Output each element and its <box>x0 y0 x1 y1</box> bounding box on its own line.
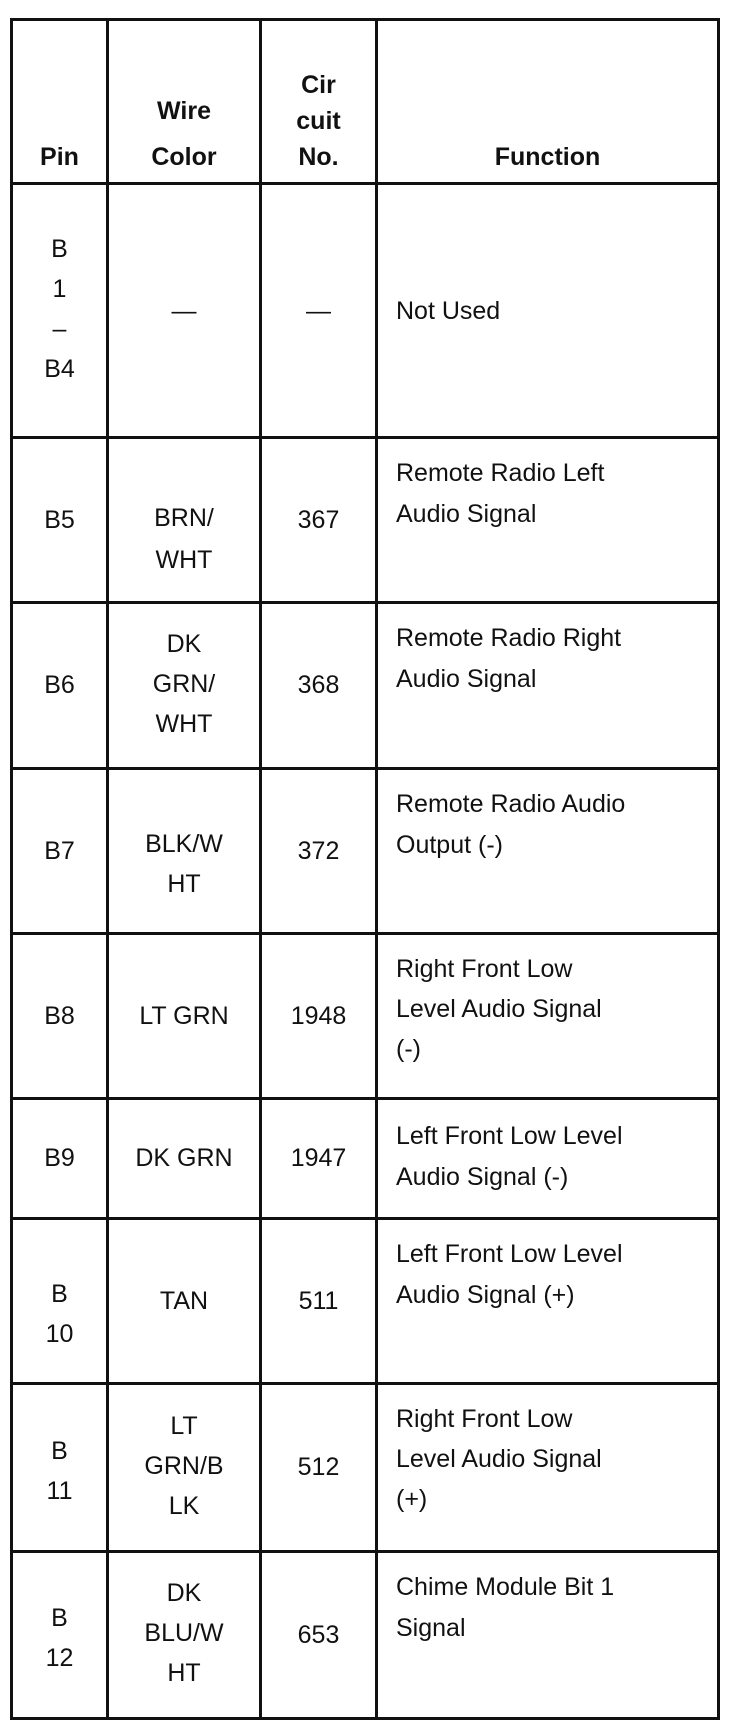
circuit-no-cell: 511 <box>261 1219 377 1384</box>
function-cell: Left Front Low Level Audio Signal (-) <box>377 1098 719 1218</box>
pin-cell: B 1 – B4 <box>12 184 108 438</box>
circuit-no-cell: — <box>261 184 377 438</box>
pin-cell: B 12 <box>12 1551 108 1718</box>
pin-cell: B6 <box>12 603 108 768</box>
header-row <box>12 20 719 184</box>
table-row <box>12 1551 719 1718</box>
wire-color-cell: LT GRN <box>108 933 261 1098</box>
pin-cell: B7 <box>12 768 108 933</box>
circuit-no-cell: 653 <box>261 1551 377 1718</box>
wire-color-cell: LT GRN/B LK <box>108 1384 261 1551</box>
pin-cell: B 11 <box>12 1384 108 1551</box>
circuit-no-cell: 1947 <box>261 1098 377 1218</box>
function-cell: Left Front Low Level Audio Signal (+) <box>377 1219 719 1384</box>
wire-color-cell: TAN <box>108 1219 261 1384</box>
circuit-no-cell: 512 <box>261 1384 377 1551</box>
function-cell: Remote Radio Right Audio Signal <box>377 603 719 768</box>
wire-color-cell: DK BLU/W HT <box>108 1551 261 1718</box>
function-cell: Not Used <box>377 184 719 438</box>
function-cell: Remote Radio Audio Output (-) <box>377 768 719 933</box>
function-cell: Right Front Low Level Audio Signal (+) <box>377 1384 719 1551</box>
pin-cell: B8 <box>12 933 108 1098</box>
wire-color-cell: — <box>108 184 261 438</box>
header-wire-color: Wire Color <box>108 20 261 184</box>
wire-color-cell: BLK/W HT <box>108 768 261 933</box>
table-row <box>12 1219 719 1384</box>
connector-pinout-table <box>10 18 720 1720</box>
header-circuit-no: Cir cuit No. <box>261 20 377 184</box>
circuit-no-cell: 372 <box>261 768 377 933</box>
function-cell: Chime Module Bit 1 Signal <box>377 1551 719 1718</box>
circuit-no-cell: 367 <box>261 438 377 603</box>
function-cell: Remote Radio Left Audio Signal <box>377 438 719 603</box>
circuit-no-cell: 368 <box>261 603 377 768</box>
wire-color-cell: DK GRN <box>108 1098 261 1218</box>
pin-cell: B5 <box>12 438 108 603</box>
header-function: Function <box>377 20 719 184</box>
wire-color-cell: DK GRN/ WHT <box>108 603 261 768</box>
circuit-no-cell: 1948 <box>261 933 377 1098</box>
table-row <box>12 438 719 603</box>
pin-cell: B 10 <box>12 1219 108 1384</box>
function-cell: Right Front Low Level Audio Signal (-) <box>377 933 719 1098</box>
table-row <box>12 768 719 933</box>
pin-cell: B9 <box>12 1098 108 1218</box>
table-row <box>12 184 719 438</box>
header-pin: Pin <box>12 20 108 184</box>
table-row <box>12 603 719 768</box>
wire-color-cell: BRN/ WHT <box>108 438 261 603</box>
table-row <box>12 1384 719 1551</box>
table-row <box>12 933 719 1098</box>
table-row <box>12 1098 719 1218</box>
